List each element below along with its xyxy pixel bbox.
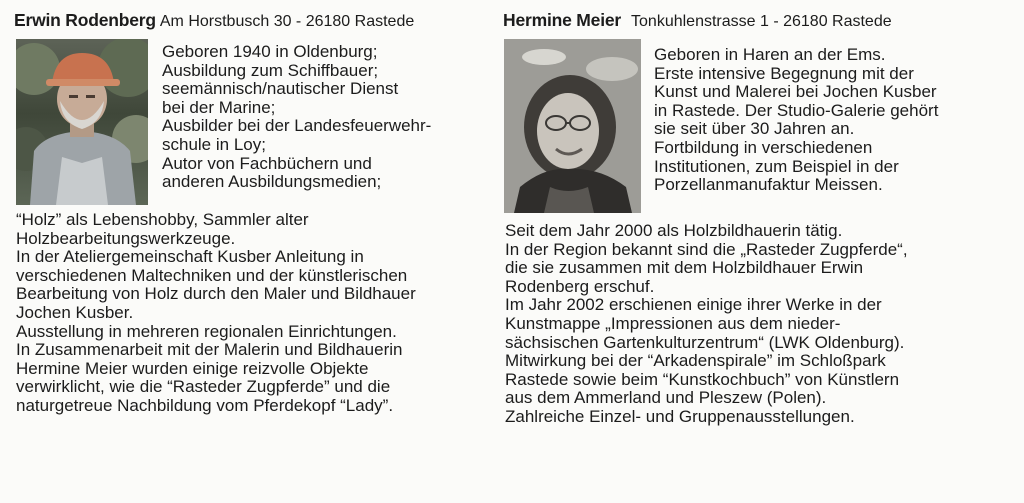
bio-line: Im Jahr 2002 erschienen einige ihrer Werke in der bbox=[505, 295, 882, 315]
portrait-photo-graphic bbox=[504, 39, 641, 213]
bio-line: Bearbeitung von Holz durch den Maler und Bildhauer bbox=[16, 284, 416, 304]
profile-header bbox=[503, 6, 1003, 34]
bio-line: Geboren 1940 in Oldenburg; bbox=[162, 42, 378, 61]
bio-line: Ausbilder bei der Landesfeuerwehr- bbox=[162, 116, 432, 136]
bio-line: in Rastede. Der Studio-Galerie gehört bbox=[654, 100, 939, 120]
person-name: Erwin Rodenberg bbox=[14, 10, 156, 30]
bio-line: Hermine Meier wurden einige reizvolle Objekte bbox=[16, 358, 369, 378]
bio-line: schule in Loy; bbox=[162, 134, 266, 154]
portrait-photo bbox=[16, 39, 148, 205]
profile-hermine-meier bbox=[503, 6, 1003, 426]
bio-line: Jochen Kusber. bbox=[16, 302, 134, 322]
bio-line: Rastede sowie beim “Kunstkochbuch” von Künstlern bbox=[505, 369, 900, 389]
bio-line: In der Ateliergemeinschaft Kusber Anleitung in bbox=[16, 247, 364, 267]
bio-line: verwirklicht, wie die “Rasteder Zugpferde” und die bbox=[16, 377, 391, 397]
bio-line: sächsischen Gartenkulturzentrum“ (LWK Oldenburg). bbox=[505, 332, 905, 352]
bio-line: Erste intensive Begegnung mit der bbox=[654, 63, 914, 83]
portrait-photo-graphic bbox=[16, 39, 148, 205]
bio-line: Institutionen, zum Beispiel in der bbox=[654, 156, 899, 176]
bio-text-below-photo bbox=[16, 211, 416, 416]
profile-header bbox=[14, 6, 489, 34]
bio-text-beside-photo bbox=[654, 46, 938, 195]
bio-line: aus dem Ammerland und Pleszew (Polen). bbox=[505, 388, 827, 408]
bio-line: anderen Ausbildungsmedien; bbox=[162, 172, 382, 192]
bio-line: verschiedenen Maltechniken und der künstlerischen bbox=[16, 265, 408, 285]
bio-line: “Holz” als Lebenshobby, Sammler alter bbox=[16, 210, 309, 229]
bio-text-below-photo bbox=[505, 222, 908, 427]
bio-line: Holzbearbeitungswerkzeuge. bbox=[16, 228, 236, 248]
bio-line: Geboren in Haren an der Ems. bbox=[654, 45, 886, 64]
person-address: Tonkuhlenstrasse 1 - 26180 Rastede bbox=[631, 13, 892, 30]
bio-line: In Zusammenarbeit mit der Malerin und Bildhauerin bbox=[16, 340, 403, 360]
bio-line: In der Region bekannt sind die „Rasteder Zugpferde“, bbox=[505, 239, 908, 259]
bio-line: die sie zusammen mit dem Holzbildhauer Erwin bbox=[505, 258, 864, 278]
person-name: Hermine Meier bbox=[503, 10, 622, 30]
bio-line: Fortbildung in verschiedenen bbox=[654, 137, 873, 157]
bio-line: bei der Marine; bbox=[162, 97, 276, 117]
bio-line: Kunst und Malerei bei Jochen Kusber bbox=[654, 82, 937, 102]
bio-line: Ausstellung in mehreren regionalen Einrichtungen. bbox=[16, 321, 397, 341]
bio-text-beside-photo bbox=[162, 43, 431, 192]
bio-line: Porzellanmanufaktur Meissen. bbox=[654, 175, 883, 195]
bio-line: Autor von Fachbüchern und bbox=[162, 153, 372, 173]
profile-erwin-rodenberg bbox=[14, 6, 489, 415]
bio-line: Mitwirkung bei der “Arkadenspirale” im Schloßpark bbox=[505, 351, 886, 371]
person-address: Am Horstbusch 30 - 26180 Rastede bbox=[159, 13, 415, 30]
bio-line: Kunstmappe „Impressionen aus dem nieder- bbox=[505, 313, 841, 333]
portrait-photo bbox=[504, 39, 641, 213]
bio-line: sie seit über 30 Jahren an. bbox=[654, 119, 855, 139]
bio-line: Zahlreiche Einzel- und Gruppenausstellungen. bbox=[505, 406, 855, 426]
bio-line: naturgetreue Nachbildung vom Pferdekopf “Lady”. bbox=[16, 395, 394, 415]
bio-line: Rodenberg erschuf. bbox=[505, 276, 655, 296]
bio-line: Seit dem Jahr 2000 als Holzbildhauerin tätig. bbox=[505, 221, 843, 240]
bio-line: seemännisch/nautischer Dienst bbox=[162, 79, 399, 99]
bio-line: Ausbildung zum Schiffbauer; bbox=[162, 60, 379, 80]
